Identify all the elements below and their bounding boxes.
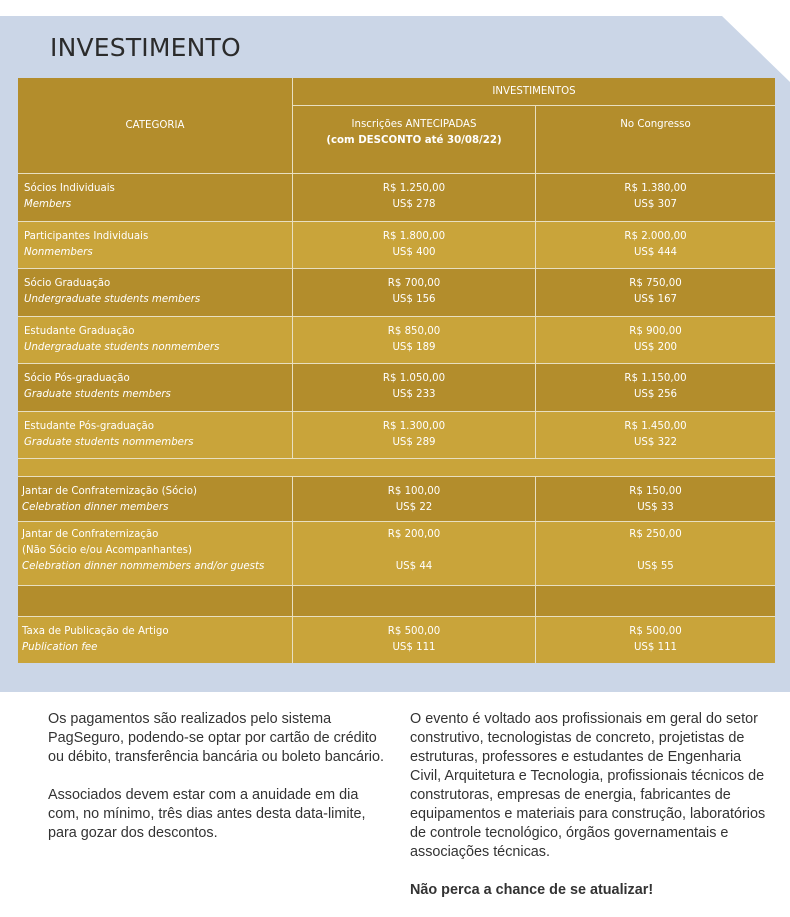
header-investments: INVESTIMENTOS [292, 78, 775, 106]
onsite-brl: R$ 900,00 [629, 326, 682, 337]
row-category-en: Celebration dinner members [22, 502, 169, 513]
header-early-line1: Inscrições ANTECIPADAS [351, 119, 477, 130]
early-usd: US$ 233 [392, 389, 436, 400]
table-row [18, 317, 775, 364]
table-row [18, 269, 775, 317]
header-early [292, 106, 535, 173]
header-onsite [535, 106, 775, 173]
row-category: Jantar de Confraternização (Sócio) [22, 486, 197, 497]
onsite-brl: R$ 150,00 [629, 486, 682, 497]
row-category-en: Graduate students nommembers [24, 437, 194, 448]
onsite-brl: R$ 750,00 [629, 278, 682, 289]
audience-info [410, 710, 770, 900]
table-row [18, 617, 775, 663]
early-brl: R$ 850,00 [387, 326, 441, 337]
row-category: Estudante Graduação [24, 326, 135, 337]
onsite-brl: R$ 1.150,00 [624, 373, 687, 384]
early-usd: US$ 189 [392, 342, 436, 353]
row-category: Estudante Pós-graduação [24, 421, 154, 432]
early-brl: R$ 500,00 [387, 626, 441, 637]
early-brl: R$ 1.050,00 [382, 373, 446, 384]
onsite-usd: US$ 33 [637, 502, 674, 513]
row-category-en: Graduate students members [24, 389, 171, 400]
table-row [18, 364, 775, 412]
early-brl: R$ 1.250,00 [382, 183, 446, 194]
early-brl: R$ 100,00 [387, 486, 441, 497]
spacer-row [18, 586, 775, 617]
early-usd: US$ 22 [395, 502, 433, 513]
row-category-en: Nonmembers [24, 247, 93, 258]
onsite-brl: R$ 2.000,00 [624, 231, 687, 242]
row-category-en: Members [24, 199, 72, 210]
early-usd: US$ 289 [392, 437, 436, 448]
early-brl: R$ 700,00 [387, 278, 441, 289]
row-category-en: Celebration dinner nommembers and/or guests [22, 561, 265, 572]
row-category: Sócio Graduação [24, 278, 111, 289]
onsite-usd: US$ 55 [637, 561, 674, 572]
onsite-usd: US$ 307 [633, 199, 678, 210]
row-category: Sócios Individuais [24, 183, 115, 194]
row-category-en: Publication fee [22, 642, 98, 653]
early-usd: US$ 111 [392, 642, 436, 653]
header-early-line2: (com DESCONTO até 30/08/22) [326, 135, 502, 146]
row-category-detail: (Não Sócio e/ou Acompanhantes) [22, 545, 192, 556]
row-category: Participantes Individuais [24, 231, 149, 242]
onsite-brl: R$ 500,00 [629, 626, 682, 637]
table-row [18, 412, 775, 459]
onsite-usd: US$ 256 [633, 389, 678, 400]
early-usd: US$ 400 [392, 247, 436, 258]
onsite-brl: R$ 1.450,00 [624, 421, 687, 432]
table-row [18, 174, 775, 222]
payment-paragraph: Os pagamentos são realizados pelo sistema PagSeguro, podendo-se optar por cartão de crédito ou débito, transferência bancária ou boleto bancário. [48, 711, 385, 765]
table-header [18, 78, 775, 174]
table-row [18, 222, 775, 269]
onsite-usd: US$ 167 [633, 294, 678, 305]
early-usd: US$ 44 [395, 561, 433, 572]
table-row [18, 477, 775, 522]
early-brl: R$ 1.300,00 [382, 421, 446, 432]
onsite-usd: US$ 444 [633, 247, 678, 258]
early-brl: R$ 200,00 [387, 529, 441, 540]
early-brl: R$ 1.800,00 [382, 231, 446, 242]
spacer-row [18, 459, 775, 477]
row-category: Taxa de Publicação de Artigo [22, 626, 169, 637]
early-usd: US$ 156 [392, 294, 436, 305]
onsite-usd: US$ 322 [633, 437, 678, 448]
onsite-brl: R$ 250,00 [629, 529, 682, 540]
row-category-en: Undergraduate students members [24, 294, 201, 305]
discount-paragraph: Associados devem estar com a anuidade em dia com, no mínimo, três dias antes desta data-limite, para gozar dos descontos. [48, 787, 366, 841]
header-onsite-label: No Congresso [620, 119, 691, 130]
audience-paragraph: O evento é voltado aos profissionais em geral do setor construtivo, tecnologistas de concreto, projetistas de estruturas, professores e estudantes de Engenharia Civil, Arquitetura e Tecnologia, profissionais técnicos de construtoras, empresas de energia, fabricantes de equipamentos e materiais para construção, laboratórios de controle tecnológico, órgãos governamentais e associações técnicas. [410, 711, 766, 860]
page-title: INVESTIMENTO [50, 33, 241, 62]
row-category-en: Undergraduate students nonmembers [24, 342, 220, 353]
table-row [18, 522, 775, 586]
onsite-usd: US$ 200 [633, 342, 678, 353]
onsite-usd: US$ 111 [633, 642, 678, 653]
payment-info [48, 710, 393, 862]
header-category: CATEGORIA [125, 120, 185, 131]
onsite-brl: R$ 1.380,00 [624, 183, 687, 194]
pricing-table [18, 78, 775, 663]
row-category: Jantar de Confraternização [22, 529, 159, 540]
row-category: Sócio Pós-graduação [24, 373, 130, 384]
early-usd: US$ 278 [392, 199, 436, 210]
call-to-action: Não perca a chance de se atualizar! [410, 882, 654, 898]
